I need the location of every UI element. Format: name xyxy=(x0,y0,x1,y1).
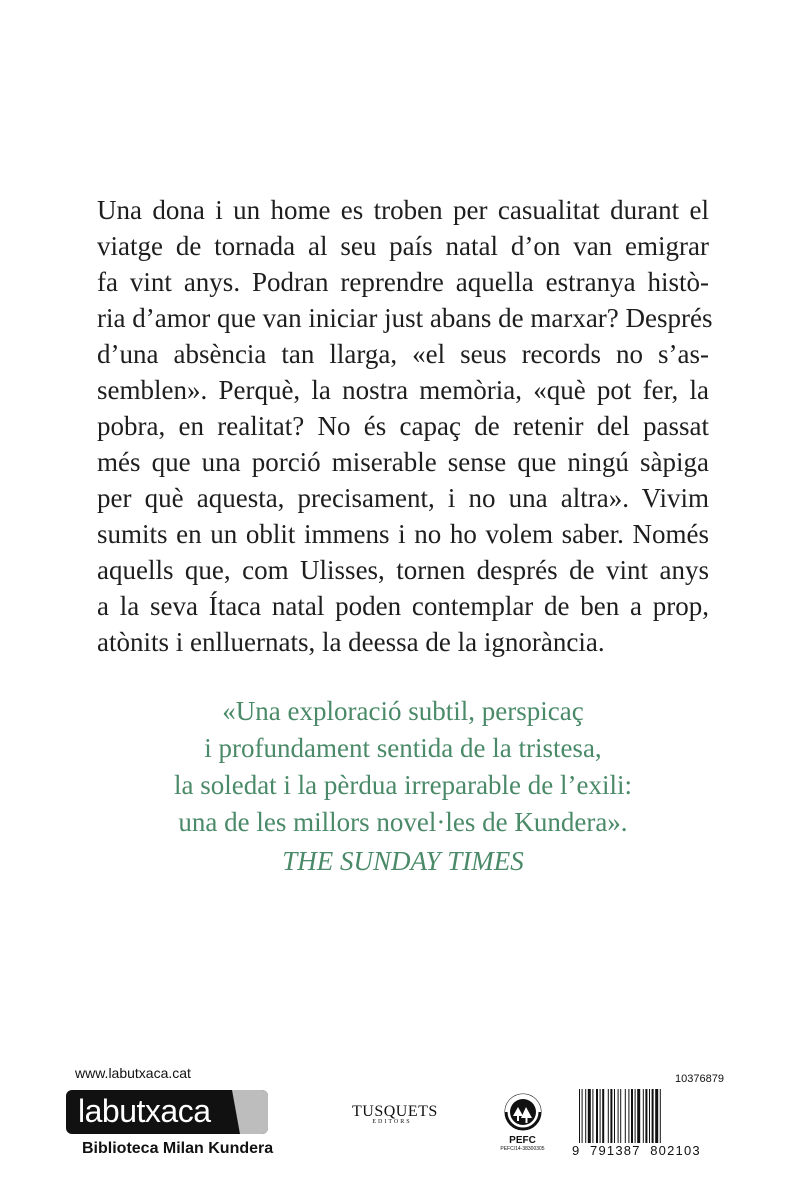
blurb-line: pobra, en realitat? No és capaç de retenir del passat xyxy=(97,411,709,441)
quote-line: «Una exploració subtil, perspicaç xyxy=(222,696,584,726)
press-quote xyxy=(97,693,709,880)
logo-text: labutxaca xyxy=(78,1093,211,1129)
quote-source: THE SUNDAY TIMES xyxy=(282,846,524,876)
labutxaca-logo xyxy=(66,1090,268,1134)
page-curl-icon xyxy=(232,1090,268,1134)
blurb-line: Una dona i un home es troben per casualitat durant el xyxy=(97,195,709,225)
isbn-barcode xyxy=(578,1089,724,1143)
imprint-subtitle: EDITORS xyxy=(372,1119,412,1125)
imprint-name: TUSQUETS xyxy=(352,1103,438,1120)
quote-line: una de les millors novel·les de Kundera». xyxy=(178,807,628,837)
publisher-url[interactable]: www.labutxaca.cat xyxy=(75,1065,191,1081)
blurb-line: semblen». Perquè, la nostra memòria, «què pot fer, la xyxy=(97,375,709,405)
isbn-digits: 9 791387 802103 xyxy=(572,1143,701,1158)
pefc-tree-icon xyxy=(501,1093,545,1131)
blurb-line: d’una absència tan llarga, «el seus records no s’as- xyxy=(97,339,709,369)
blurb-line: fa vint anys. Podran reprendre aquella estranya histò- xyxy=(97,267,709,297)
product-code: 10376879 xyxy=(675,1073,724,1085)
blurb-line: ria d’amor que van iniciar just abans de marxar? Després xyxy=(97,303,713,333)
blurb-line: a la seva Ítaca natal poden contemplar de ben a prop, xyxy=(97,591,709,621)
blurb-line: sumits en un oblit immens i no ho volem saber. Només xyxy=(97,519,709,549)
blurb-line: atònits i enlluernats, la deessa de la ignorància. xyxy=(97,627,605,657)
pefc-label: PEFC xyxy=(509,1135,536,1146)
pefc-certification xyxy=(495,1093,550,1152)
quote-line: i profundament sentida de la tristesa, xyxy=(204,733,602,763)
blurb-line: més que una porció miserable sense que ningú sàpiga xyxy=(97,447,709,477)
pefc-code: PEFC/14-38300305 xyxy=(500,1146,545,1152)
imprint-logo xyxy=(352,1103,438,1125)
blurb-line: viatge de tornada al seu país natal d’on van emigrar xyxy=(97,231,709,261)
quote-line: la soledat i la pèrdua irreparable de l’exili: xyxy=(173,770,633,800)
blurb-line: per què aquesta, precisament, i no una altra». Vivim xyxy=(97,483,709,513)
back-cover-blurb xyxy=(97,192,713,660)
blurb-line: aquells que, com Ulisses, tornen després de vint anys xyxy=(97,555,709,585)
series-name: Biblioteca Milan Kundera xyxy=(82,1140,274,1157)
